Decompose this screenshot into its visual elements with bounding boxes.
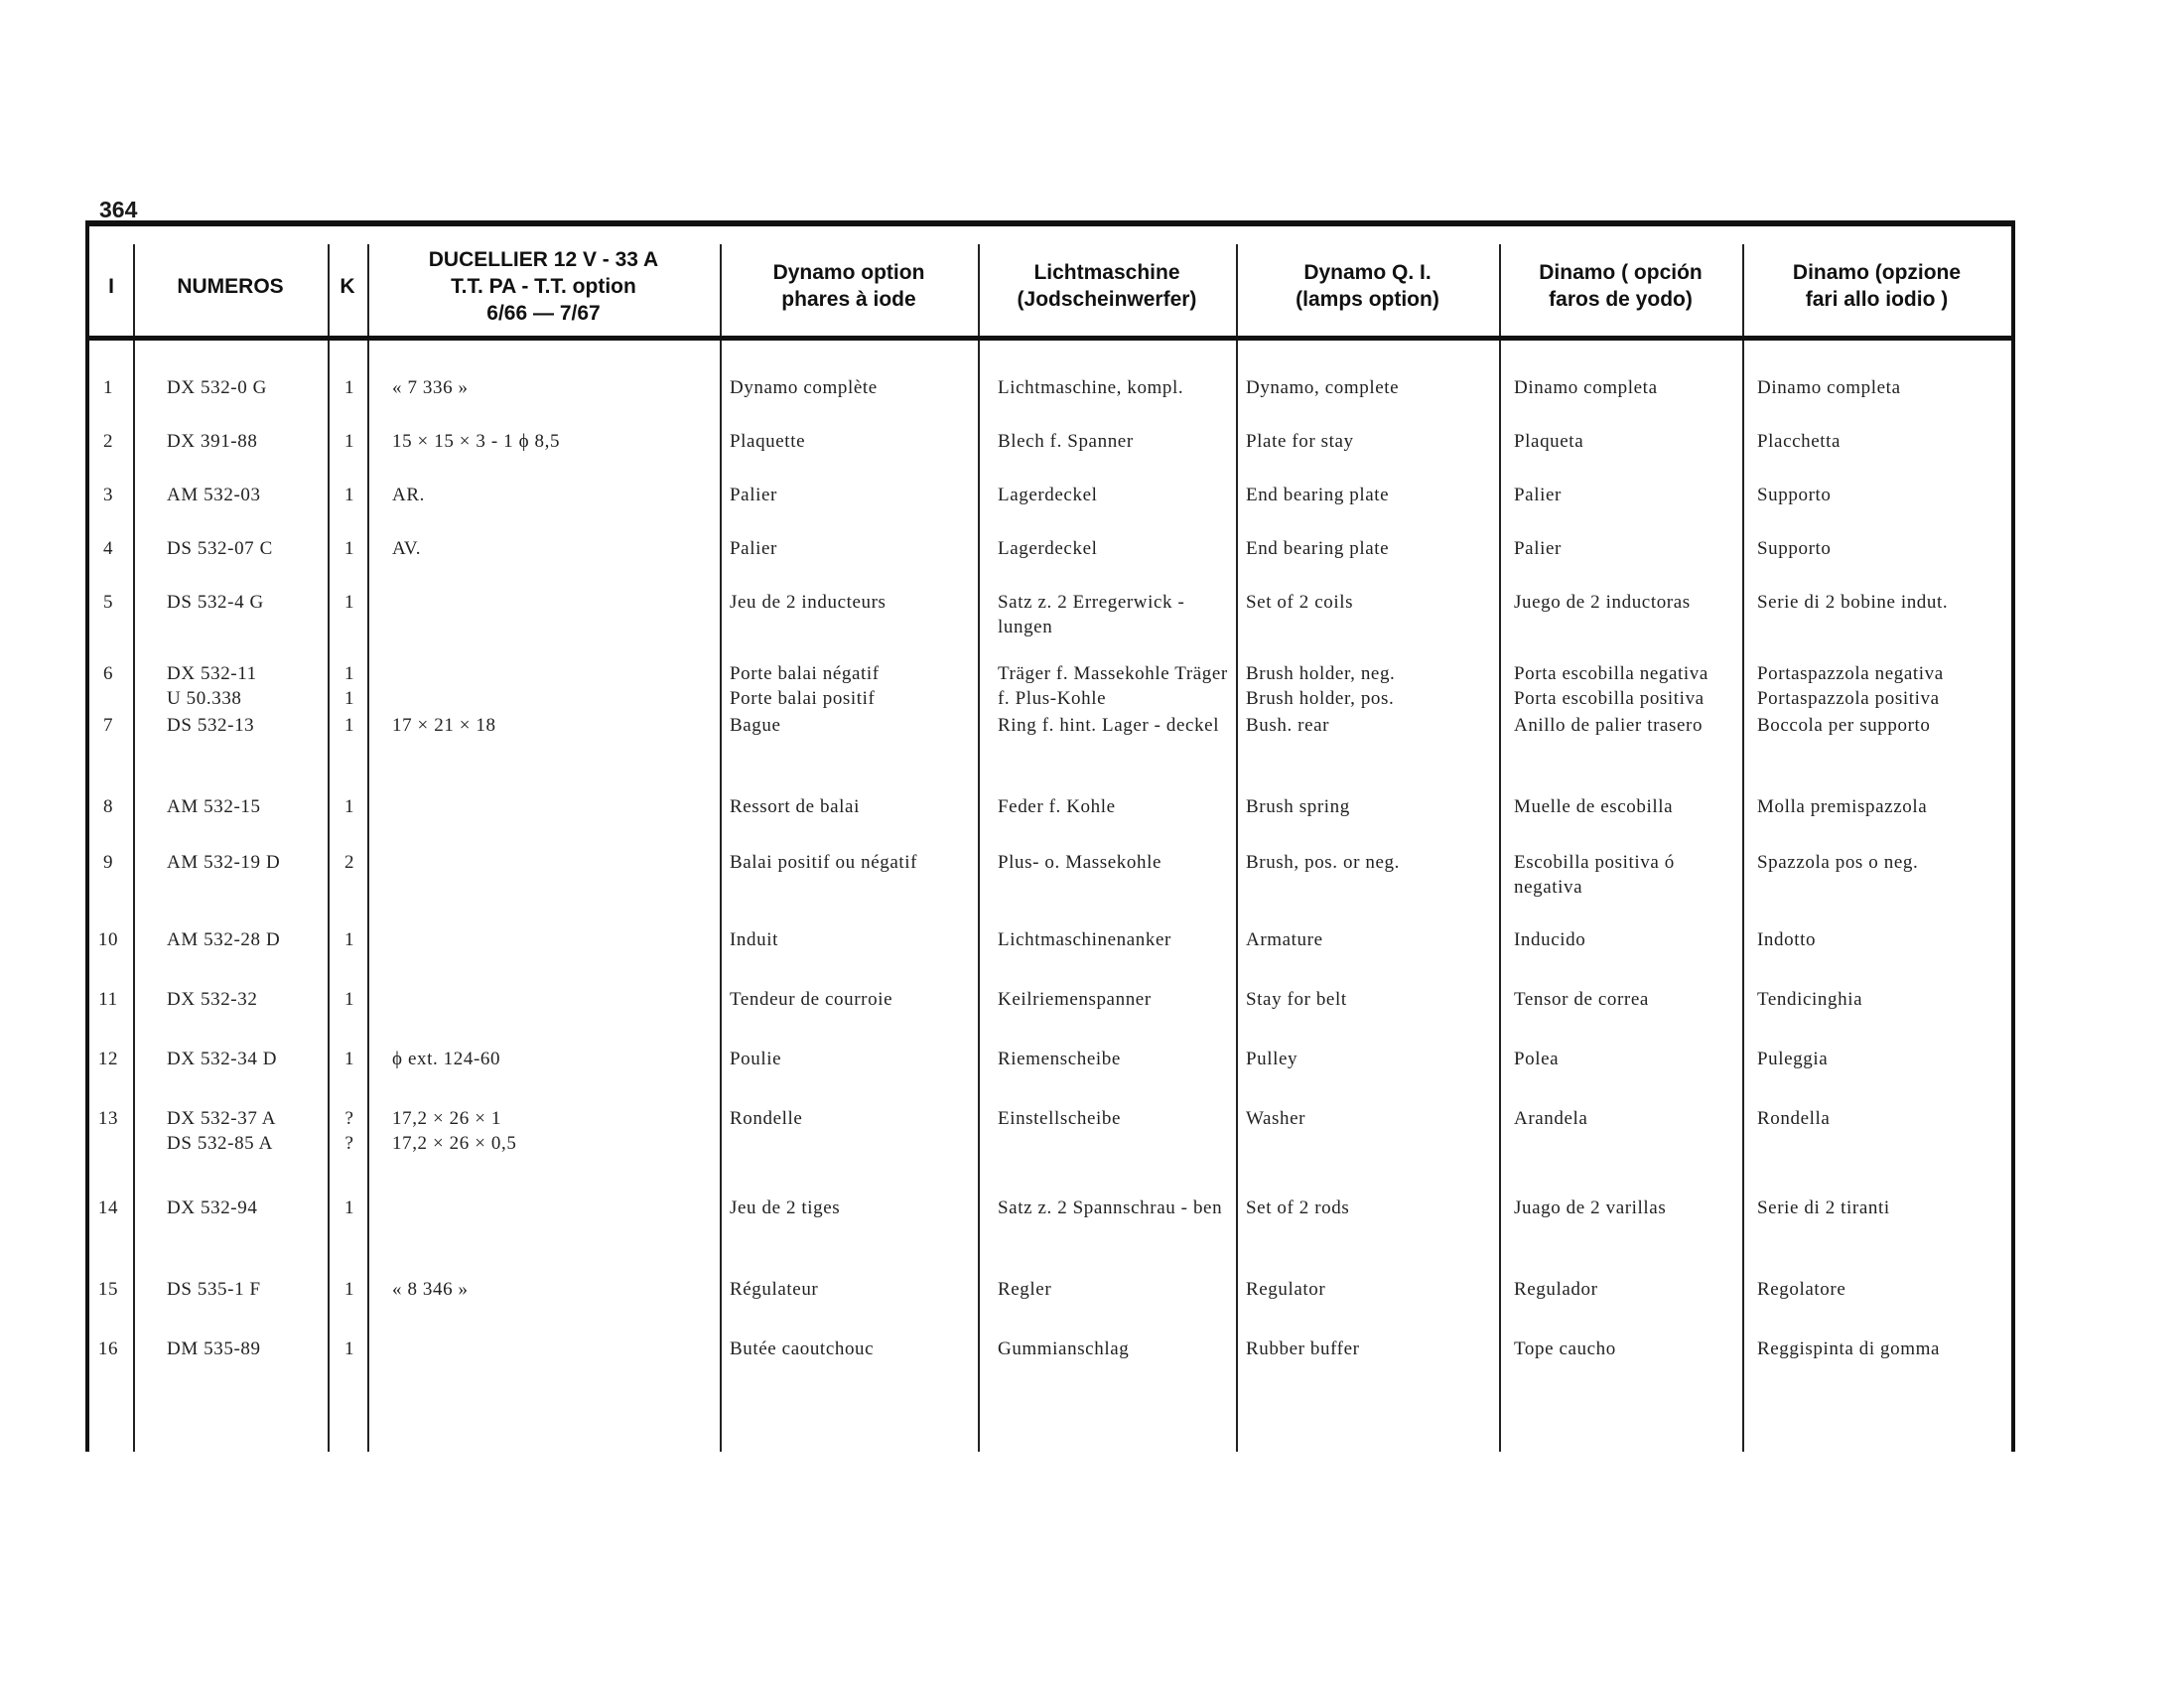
desc-italian: Serie di 2 bobine indut. bbox=[1757, 592, 1949, 613]
header-french-line1: Dynamo option bbox=[772, 261, 925, 284]
row-index: 15 bbox=[97, 1279, 119, 1300]
desc-english bbox=[1246, 661, 1395, 711]
row-index: 5 bbox=[102, 592, 114, 613]
header-english-line1: Dynamo Q. I. bbox=[1303, 261, 1432, 284]
header-index: I bbox=[108, 274, 114, 298]
part-number-line: AM 532-15 bbox=[167, 796, 261, 817]
desc-italian: Regolatore bbox=[1757, 1279, 1846, 1300]
desc-italian: Indotto bbox=[1757, 929, 1817, 950]
header-spanish bbox=[1499, 238, 1742, 334]
header-model bbox=[367, 238, 720, 334]
specification bbox=[392, 1106, 516, 1156]
desc-english bbox=[1246, 590, 1353, 615]
desc-french-line: Butée caoutchouc bbox=[730, 1338, 875, 1359]
part-number-line: DX 532-11 bbox=[167, 663, 257, 684]
quantity-line: 1 bbox=[343, 538, 355, 559]
specification bbox=[392, 713, 496, 738]
quantity-line: 1 bbox=[343, 715, 355, 736]
desc-french bbox=[730, 483, 777, 507]
desc-english-line: Stay for belt bbox=[1246, 989, 1347, 1010]
desc-english bbox=[1246, 794, 1350, 819]
desc-english-line: End bearing plate bbox=[1246, 485, 1390, 505]
quantity bbox=[340, 927, 359, 952]
desc-german: Satz z. 2 Spannschrau - ben bbox=[998, 1197, 1223, 1218]
desc-french bbox=[730, 850, 917, 875]
desc-spanish: Polea bbox=[1514, 1049, 1560, 1069]
header-model-line3: 6/66 — 7/67 bbox=[486, 301, 601, 325]
quantity bbox=[340, 987, 359, 1012]
part-number-line: DX 532-37 A bbox=[167, 1108, 277, 1129]
desc-french-line: Balai positif ou négatif bbox=[730, 852, 918, 873]
desc-french-line: Palier bbox=[730, 538, 777, 559]
desc-spanish: Tope caucho bbox=[1514, 1338, 1616, 1359]
column-divider bbox=[1742, 244, 1744, 1452]
quantity-line: 1 bbox=[343, 688, 355, 709]
quantity-line: 1 bbox=[343, 485, 355, 505]
desc-german: Riemenscheibe bbox=[998, 1049, 1121, 1069]
desc-german: Regler bbox=[998, 1279, 1052, 1300]
row-index: 14 bbox=[97, 1197, 119, 1218]
desc-italian: Rondella bbox=[1757, 1108, 1831, 1129]
desc-spanish: Juego de 2 inductoras bbox=[1514, 592, 1691, 613]
desc-english bbox=[1246, 987, 1347, 1012]
specification bbox=[392, 536, 421, 561]
specification-line: « 8 346 » bbox=[392, 1279, 469, 1300]
header-german-line2: (Jodscheinwerfer) bbox=[1017, 288, 1197, 311]
desc-italian: Tendicinghia bbox=[1757, 989, 1863, 1010]
header-french-line2: phares à iode bbox=[781, 288, 916, 311]
desc-italian: Puleggia bbox=[1757, 1049, 1829, 1069]
specification bbox=[392, 375, 469, 400]
quantity bbox=[340, 483, 359, 507]
quantity-line: 1 bbox=[343, 377, 355, 398]
quantity bbox=[340, 536, 359, 561]
part-number bbox=[167, 713, 254, 738]
desc-french bbox=[730, 1277, 818, 1302]
part-number bbox=[167, 927, 280, 952]
row-index: 12 bbox=[97, 1049, 119, 1069]
page-number: 364 bbox=[99, 197, 138, 222]
parts-table bbox=[85, 220, 2015, 1452]
quantity-line: ? bbox=[344, 1108, 354, 1129]
header-spanish-line1: Dinamo ( opción bbox=[1539, 261, 1703, 284]
quantity bbox=[340, 1106, 359, 1156]
desc-english-line: Armature bbox=[1246, 929, 1323, 950]
desc-german: Träger f. Massekohle Träger f. Plus-Kohle bbox=[998, 663, 1228, 709]
desc-english-line: Washer bbox=[1246, 1108, 1306, 1129]
desc-english bbox=[1246, 1196, 1349, 1220]
specification-line: 17,2 × 26 × 1 bbox=[392, 1108, 501, 1129]
desc-english-line: End bearing plate bbox=[1246, 538, 1390, 559]
part-number bbox=[167, 1106, 276, 1156]
part-number-line: DS 532-85 A bbox=[167, 1133, 273, 1154]
header-english bbox=[1236, 238, 1499, 334]
specification-line: 17,2 × 26 × 0,5 bbox=[392, 1133, 517, 1154]
part-number-line: DS 535-1 F bbox=[167, 1279, 261, 1300]
quantity bbox=[340, 661, 359, 711]
desc-french bbox=[730, 661, 880, 711]
specification-line: 15 × 15 × 3 - 1 ϕ 8,5 bbox=[392, 431, 561, 452]
desc-spanish: Muelle de escobilla bbox=[1514, 796, 1674, 817]
desc-french-line: Tendeur de courroie bbox=[730, 989, 893, 1010]
quantity-line: 1 bbox=[343, 592, 355, 613]
desc-french bbox=[730, 1106, 802, 1131]
part-number bbox=[167, 794, 261, 819]
desc-german: Blech f. Spanner bbox=[998, 431, 1134, 452]
quantity bbox=[340, 1336, 359, 1361]
row-index: 2 bbox=[102, 431, 114, 452]
header-german bbox=[978, 238, 1236, 334]
desc-spanish: Regulador bbox=[1514, 1279, 1598, 1300]
part-number bbox=[167, 375, 267, 400]
desc-italian: Supporto bbox=[1757, 538, 1832, 559]
desc-french bbox=[730, 429, 805, 454]
desc-french bbox=[730, 713, 781, 738]
quantity-line: 1 bbox=[343, 989, 355, 1010]
part-number-line: U 50.338 bbox=[167, 688, 242, 709]
quantity-line: ? bbox=[344, 1133, 354, 1154]
desc-english bbox=[1246, 1047, 1297, 1071]
desc-english-line: Brush spring bbox=[1246, 796, 1350, 817]
desc-german: Lichtmaschine, kompl. bbox=[998, 377, 1184, 398]
header-numeros: NUMEROS bbox=[177, 274, 284, 298]
desc-german: Lichtmaschinenanker bbox=[998, 929, 1171, 950]
desc-french bbox=[730, 794, 860, 819]
desc-english bbox=[1246, 1277, 1325, 1302]
desc-english-line: Pulley bbox=[1246, 1049, 1298, 1069]
desc-english-line: Dynamo, complete bbox=[1246, 377, 1400, 398]
part-number-line: DS 532-13 bbox=[167, 715, 255, 736]
header-model-line2: T.T. PA - T.T. option bbox=[451, 274, 636, 298]
specification bbox=[392, 1277, 469, 1302]
column-divider bbox=[720, 244, 722, 1452]
desc-french-line: Poulie bbox=[730, 1049, 782, 1069]
desc-spanish: Escobilla positiva ó negativa bbox=[1514, 852, 1675, 898]
header-french bbox=[720, 238, 978, 334]
specification-line: ϕ ext. 124-60 bbox=[392, 1049, 501, 1069]
desc-english bbox=[1246, 375, 1399, 400]
desc-german: Keilriemenspanner bbox=[998, 989, 1152, 1010]
part-number bbox=[167, 1196, 257, 1220]
quantity-line: 1 bbox=[343, 929, 355, 950]
column-divider bbox=[1236, 244, 1238, 1452]
row-index: 3 bbox=[102, 485, 114, 505]
row-index: 16 bbox=[97, 1338, 119, 1359]
column-divider bbox=[1499, 244, 1501, 1452]
desc-italian: Dinamo completa bbox=[1757, 377, 1901, 398]
quantity-line: 1 bbox=[343, 1338, 355, 1359]
desc-french bbox=[730, 1336, 874, 1361]
desc-french bbox=[730, 1196, 840, 1220]
desc-english-line: Bush. rear bbox=[1246, 715, 1330, 736]
desc-english bbox=[1246, 1336, 1360, 1361]
quantity bbox=[340, 1277, 359, 1302]
quantity-line: 1 bbox=[343, 431, 355, 452]
desc-english-line: Rubber buffer bbox=[1246, 1338, 1360, 1359]
desc-french-line: Jeu de 2 tiges bbox=[730, 1197, 841, 1218]
header-spanish-line2: faros de yodo) bbox=[1549, 288, 1693, 311]
desc-spanish: Arandela bbox=[1514, 1108, 1588, 1129]
row-index: 1 bbox=[102, 377, 114, 398]
desc-italian: Spazzola pos o neg. bbox=[1757, 852, 1919, 873]
part-number-line: DX 391-88 bbox=[167, 431, 258, 452]
desc-italian: Molla premispazzola bbox=[1757, 796, 1928, 817]
specification bbox=[392, 1047, 500, 1071]
desc-german: Gummianschlag bbox=[998, 1338, 1130, 1359]
part-number bbox=[167, 661, 257, 711]
desc-french-line: Jeu de 2 inducteurs bbox=[730, 592, 887, 613]
desc-english bbox=[1246, 429, 1354, 454]
desc-english-line: Set of 2 rods bbox=[1246, 1197, 1350, 1218]
desc-italian: Supporto bbox=[1757, 485, 1832, 505]
desc-italian: Boccola per supporto bbox=[1757, 715, 1931, 736]
header-italian-line1: Dinamo (opzione bbox=[1792, 261, 1962, 284]
specification-line: 17 × 21 × 18 bbox=[392, 715, 496, 736]
part-number-line: DM 535-89 bbox=[167, 1338, 261, 1359]
desc-italian: Portaspazzola negativa Portaspazzola positiva bbox=[1757, 663, 1944, 709]
desc-german: Lagerdeckel bbox=[998, 538, 1098, 559]
desc-french-line: Dynamo complète bbox=[730, 377, 878, 398]
part-number-line: DX 532-34 D bbox=[167, 1049, 278, 1069]
desc-english bbox=[1246, 483, 1389, 507]
desc-spanish: Anillo de palier trasero bbox=[1514, 715, 1704, 736]
specification-line: « 7 336 » bbox=[392, 377, 469, 398]
header-k: K bbox=[340, 274, 355, 298]
desc-english bbox=[1246, 713, 1329, 738]
desc-english-line: Brush, pos. or neg. bbox=[1246, 852, 1400, 873]
header-model-line1: DUCELLIER 12 V - 33 A bbox=[428, 247, 659, 271]
column-divider bbox=[978, 244, 980, 1452]
row-index: 4 bbox=[102, 538, 114, 559]
desc-french bbox=[730, 375, 878, 400]
part-number bbox=[167, 1336, 261, 1361]
desc-french-line: Bague bbox=[730, 715, 781, 736]
part-number-line: AM 532-19 D bbox=[167, 852, 281, 873]
desc-german: Ring f. hint. Lager - deckel bbox=[998, 715, 1220, 736]
desc-italian: Placchetta bbox=[1757, 431, 1842, 452]
column-divider bbox=[367, 244, 369, 1452]
desc-french-line: Régulateur bbox=[730, 1279, 819, 1300]
desc-german: Lagerdeckel bbox=[998, 485, 1098, 505]
desc-spanish: Plaqueta bbox=[1514, 431, 1584, 452]
desc-english bbox=[1246, 536, 1389, 561]
specification bbox=[392, 429, 560, 454]
specification-line: AR. bbox=[392, 485, 425, 505]
desc-french-line: Porte balai positif bbox=[730, 688, 876, 709]
desc-spanish: Palier bbox=[1514, 485, 1562, 505]
desc-french-line: Induit bbox=[730, 929, 778, 950]
desc-spanish: Tensor de correa bbox=[1514, 989, 1649, 1010]
row-index: 8 bbox=[102, 796, 114, 817]
desc-french bbox=[730, 987, 892, 1012]
desc-french-line: Plaquette bbox=[730, 431, 806, 452]
column-divider bbox=[133, 244, 135, 1452]
part-number bbox=[167, 590, 264, 615]
quantity bbox=[340, 1047, 359, 1071]
desc-italian: Reggispinta di gomma bbox=[1757, 1338, 1941, 1359]
desc-french bbox=[730, 536, 777, 561]
specification-line: AV. bbox=[392, 538, 422, 559]
header-english-line2: (lamps option) bbox=[1296, 288, 1439, 311]
part-number bbox=[167, 1277, 261, 1302]
row-index: 9 bbox=[102, 852, 114, 873]
part-number-line: DX 532-0 G bbox=[167, 377, 267, 398]
header-divider bbox=[89, 336, 2011, 341]
desc-english bbox=[1246, 850, 1400, 875]
desc-spanish: Porta escobilla negativa Porta escobilla positiva bbox=[1514, 663, 1708, 709]
desc-french bbox=[730, 1047, 781, 1071]
part-number-line: AM 532-28 D bbox=[167, 929, 281, 950]
part-number-line: DS 532-07 C bbox=[167, 538, 273, 559]
quantity bbox=[340, 429, 359, 454]
desc-german: Feder f. Kohle bbox=[998, 796, 1116, 817]
desc-spanish: Dinamo completa bbox=[1514, 377, 1658, 398]
row-index: 7 bbox=[102, 715, 114, 736]
quantity-line: 1 bbox=[343, 1279, 355, 1300]
desc-german: Einstellscheibe bbox=[998, 1108, 1122, 1129]
quantity bbox=[340, 1196, 359, 1220]
part-number bbox=[167, 1047, 277, 1071]
desc-english-line: Set of 2 coils bbox=[1246, 592, 1354, 613]
quantity-line: 1 bbox=[343, 1197, 355, 1218]
header-italian-line2: fari allo iodio ) bbox=[1805, 288, 1949, 311]
column-divider bbox=[328, 244, 330, 1452]
desc-spanish: Juago de 2 varillas bbox=[1514, 1197, 1667, 1218]
specification bbox=[392, 483, 425, 507]
header-italian bbox=[1742, 238, 2011, 334]
desc-spanish: Inducido bbox=[1514, 929, 1586, 950]
desc-english-line: Brush holder, pos. bbox=[1246, 688, 1395, 709]
part-number-line: DX 532-32 bbox=[167, 989, 258, 1010]
row-index: 11 bbox=[98, 989, 118, 1010]
desc-french-line: Ressort de balai bbox=[730, 796, 860, 817]
desc-english-line: Regulator bbox=[1246, 1279, 1326, 1300]
desc-spanish: Palier bbox=[1514, 538, 1562, 559]
quantity bbox=[340, 794, 359, 819]
desc-english bbox=[1246, 1106, 1305, 1131]
part-number-line: AM 532-03 bbox=[167, 485, 261, 505]
part-number bbox=[167, 429, 257, 454]
header-german-line1: Lichtmaschine bbox=[1033, 261, 1180, 284]
desc-french-line: Rondelle bbox=[730, 1108, 803, 1129]
part-number-line: DS 532-4 G bbox=[167, 592, 264, 613]
desc-italian: Serie di 2 tiranti bbox=[1757, 1197, 1890, 1218]
quantity bbox=[340, 850, 359, 875]
quantity bbox=[340, 590, 359, 615]
part-number bbox=[167, 536, 273, 561]
quantity-line: 1 bbox=[343, 796, 355, 817]
desc-english-line: Brush holder, neg. bbox=[1246, 663, 1396, 684]
desc-french-line: Porte balai négatif bbox=[730, 663, 880, 684]
row-index: 13 bbox=[97, 1108, 119, 1129]
part-number bbox=[167, 987, 257, 1012]
quantity bbox=[340, 375, 359, 400]
quantity bbox=[340, 713, 359, 738]
part-number bbox=[167, 483, 261, 507]
desc-french bbox=[730, 927, 778, 952]
desc-french bbox=[730, 590, 887, 615]
desc-english-line: Plate for stay bbox=[1246, 431, 1354, 452]
desc-german: Plus- o. Massekohle bbox=[998, 852, 1161, 873]
row-index: 6 bbox=[102, 663, 114, 684]
quantity-line: 2 bbox=[343, 852, 355, 873]
quantity-line: 1 bbox=[343, 1049, 355, 1069]
desc-english bbox=[1246, 927, 1323, 952]
part-number-line: DX 532-94 bbox=[167, 1197, 258, 1218]
quantity-line: 1 bbox=[343, 663, 355, 684]
part-number bbox=[167, 850, 280, 875]
desc-german: Satz z. 2 Erregerwick - lungen bbox=[998, 592, 1185, 637]
row-index: 10 bbox=[97, 929, 119, 950]
desc-french-line: Palier bbox=[730, 485, 777, 505]
